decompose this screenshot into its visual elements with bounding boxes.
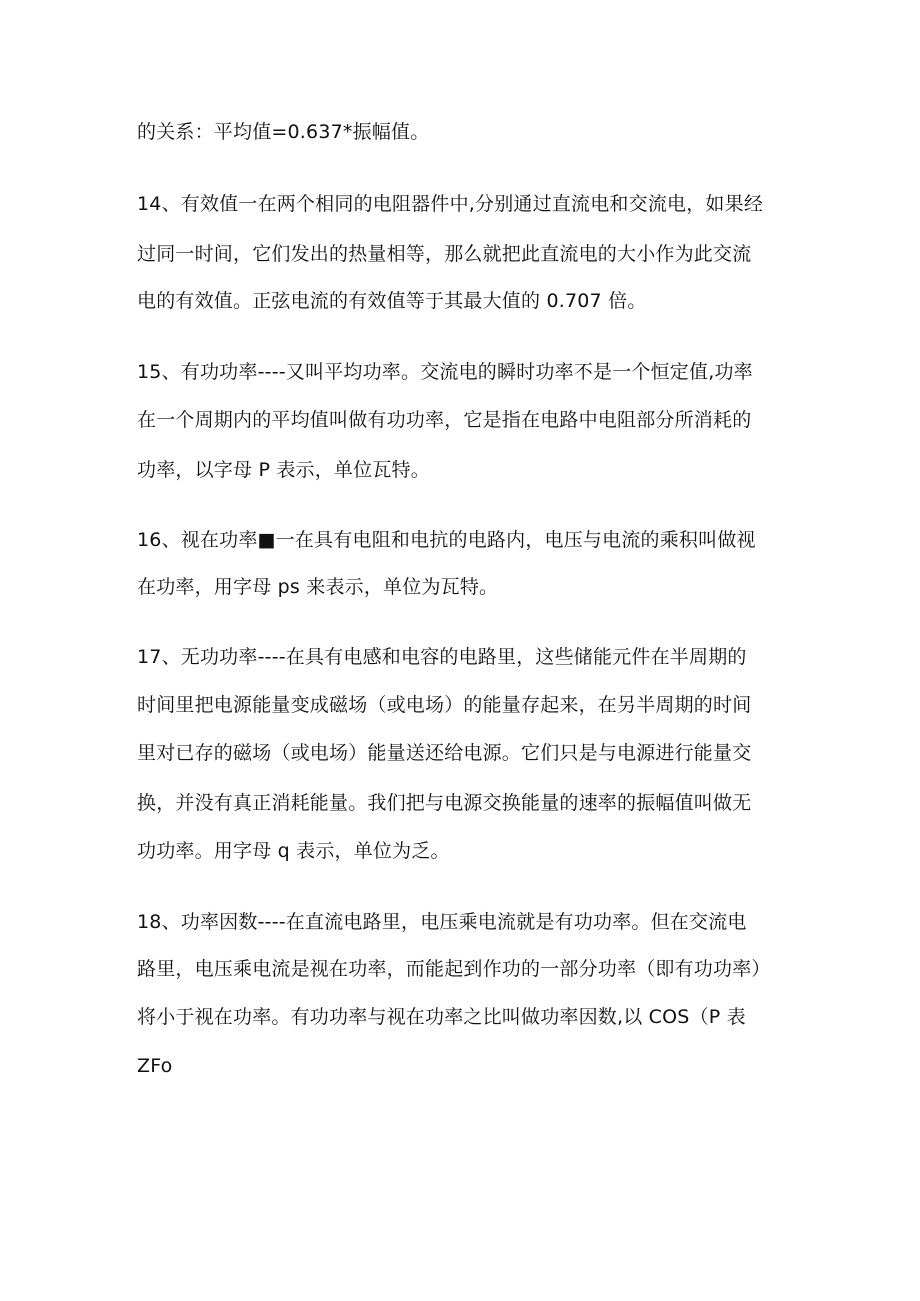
paragraph-18-line-1: 18、功率因数----在直流电路里，电压乘电流就是有功功率。但在交流电	[137, 911, 747, 933]
paragraph-14-line-1: 14、有效值一在两个相同的电阻器件中,分别通过直流电和交流电，如果经	[137, 193, 764, 215]
paragraph-17-line-4: 换，并没有真正消耗能量。我们把与电源交换能量的速率的振幅值叫做无	[137, 792, 752, 814]
paragraph-14-line-2: 过同一时间，它们发出的热量相等，那么就把此直流电的大小作为此交流	[137, 243, 752, 265]
paragraph-15-line-2: 在一个周期内的平均值叫做有功功率，它是指在电路中电阻部分所消耗的	[137, 409, 752, 431]
paragraph-17-line-2: 时间里把电源能量变成磁场（或电场）的能量存起来，在另半周期的时间	[137, 694, 752, 716]
paragraph-17-line-3: 里对已存的磁场（或电场）能量送还给电源。它们只是与电源进行能量交	[137, 742, 752, 764]
paragraph-18-line-4: ZFo	[137, 1055, 173, 1077]
paragraph-16-line-2: 在功率，用字母 ps 来表示，单位为瓦特。	[137, 576, 499, 598]
paragraph-17-line-1: 17、无功功率----在具有电感和电容的电路里，这些储能元件在半周期的	[137, 646, 747, 668]
paragraph-15-line-1: 15、有功功率----又叫平均功率。交流电的瞬时功率不是一个恒定值,功率	[137, 361, 753, 383]
paragraph-17-line-5: 功功率。用字母 q 表示，单位为乏。	[137, 840, 450, 862]
paragraph-18-line-3: 将小于视在功率。有功功率与视在功率之比叫做功率因数,以 COS（P 表	[137, 1006, 746, 1028]
paragraph-15-line-3: 功率，以字母 P 表示，单位瓦特。	[137, 459, 430, 481]
paragraph-14-line-3: 电的有效值。正弦电流的有效值等于其最大值的 0.707 倍。	[137, 290, 647, 312]
paragraph-18-line-2: 路里，电压乘电流是视在功率，而能起到作功的一部分功率（即有功功率）	[137, 958, 771, 980]
paragraph-16-line-1: 16、视在功率■一在具有电阻和电抗的电路内，电压与电流的乘积叫做视	[137, 529, 756, 551]
paragraph-13-line-1: 的关系：平均值=0.637*振幅值。	[137, 121, 430, 143]
